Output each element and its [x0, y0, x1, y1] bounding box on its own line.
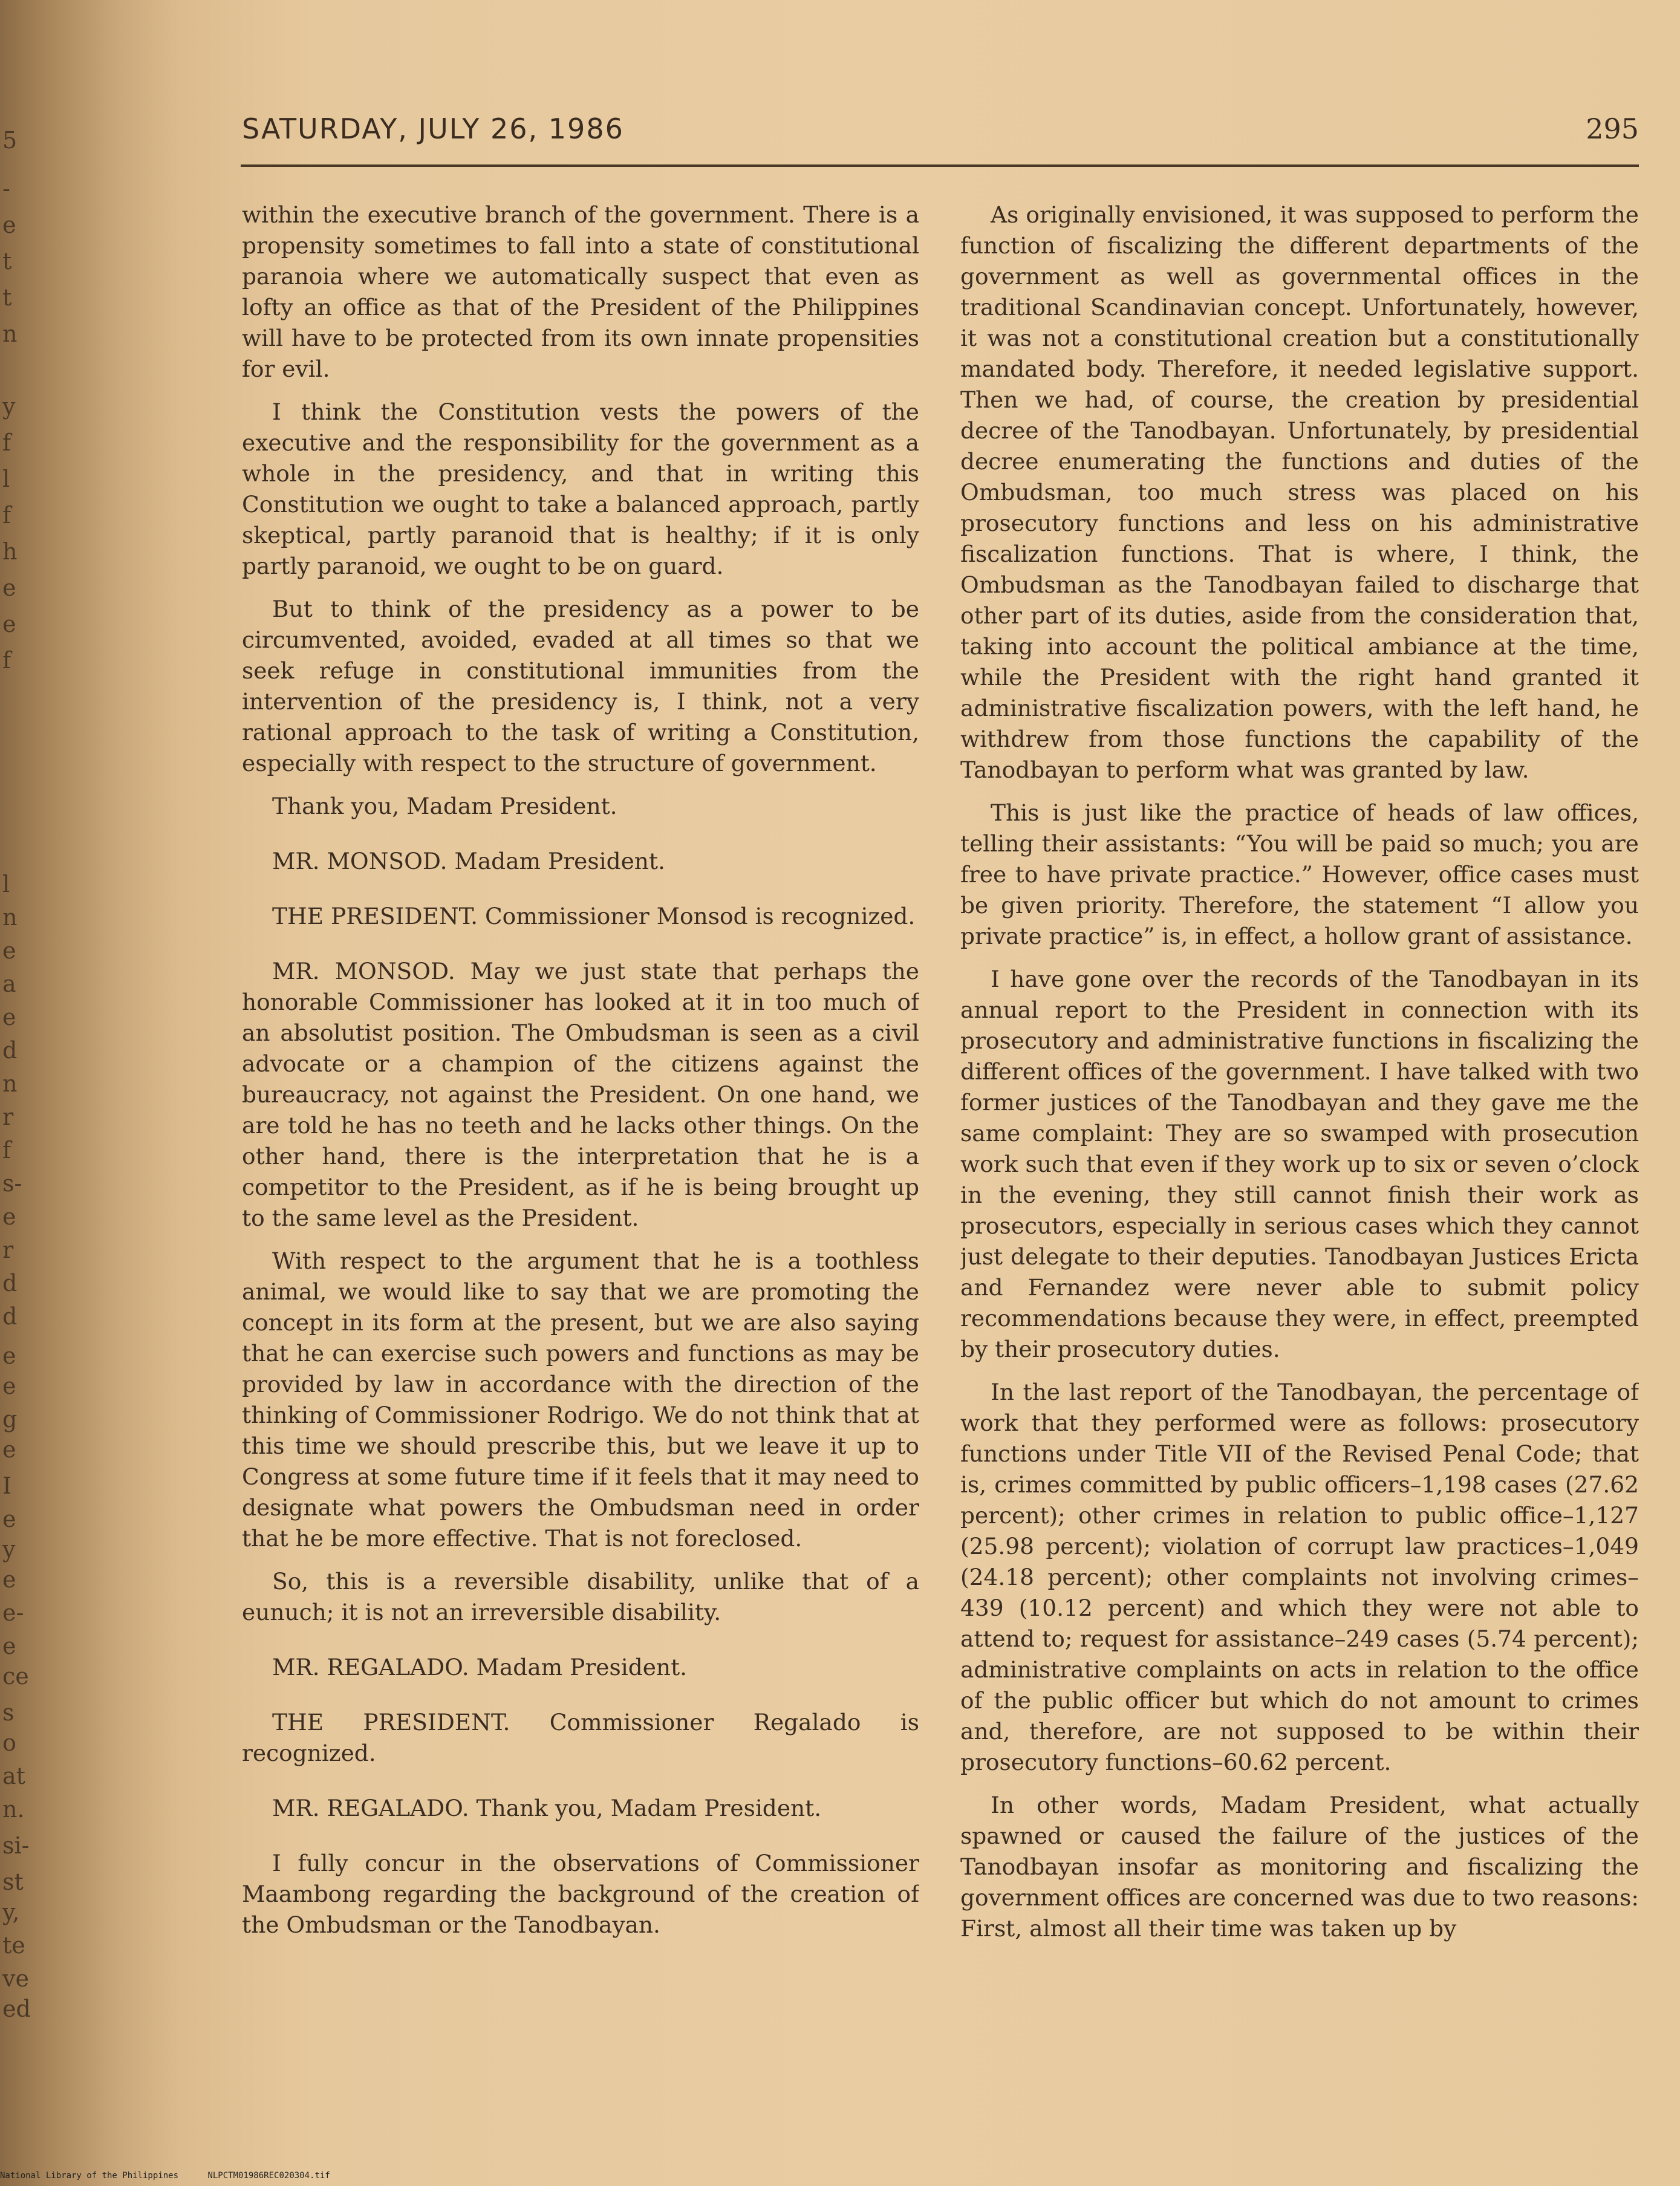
edge-fragment: s- [2, 1170, 22, 1197]
paragraph: within the executive branch of the government. There is a propensity sometimes to fall into a state of constitutional paranoia where we automatically suspect that even as lofty an office as that of the President of the Philippines will have to be protected from its own innate propensities for evil. [242, 201, 919, 382]
paragraph: As originally envisioned, it was supposed to perform the function of fiscalizing the different departments of the government as well as governmental offices in the traditional Scandinavian concept. Unfortunately, however, it was not a constitutional creation but a constitutionally mandated body. Therefore, it needed legislative support. Then we had, of course, the creation by presidential decree of the Tanodbayan. Unfortunately, by presidential decree enumerating the functions and duties of the Ombudsman, too much stress was placed on his prosecutory functions and less on his administrative fiscalization functions. That is where, I think, the Ombudsman as the Tanodbayan failed to discharge that other part of its duties, aside from the consideration that, taking into account the political ambiance at the time, while the President with the right hand granted it administrative fiscalization powers, with the left hand, he withdrew from those functions the capability of the Tanodbayan to perform what was granted by law. [960, 201, 1639, 783]
left-column [242, 200, 919, 2026]
edge-fragment: - [2, 175, 10, 202]
edge-fragment: e [2, 1506, 16, 1532]
paragraph: Thank you, Madam President. [272, 793, 617, 819]
paragraph: In the last report of the Tanodbayan, the percentage of work that they performed were as follows: prosecutory functions under Title VII of the Revised Penal Code; that is, crimes committed by public officers–1,198 cases (27.62 percent); other crimes in relation to public office–1,127 (25.98 percent); violation of corrupt law practices–1,049 (24.18 percent); other complaints not involving crimes–439 (10.12 percent) and which they were not able to attend to; request for assistance–249 cases (5.74 percent); administrative complaints on acts in relation to the office of the public officer but which do not amount to crimes and, therefore, are not supposed to be within their prosecutory functions–60.62 percent. [960, 1379, 1639, 1775]
paragraph: I have gone over the records of the Tanodbayan in its annual report to the President in connection with its prosecutory and administrative functions in fiscalizing the different offices of the government. I have talked with two former justices of the Tanodbayan and they gave me the same complaint: They are so swamped with prosecution work such that even if they work up to six or seven o’clock in the evening, they still cannot finish their work as prosecutors, especially in serious cases which they cannot just delegate to their deputies. Tanodbayan Justices Ericta and Fernandez were never able to submit policy recommendations because they were, in effect, preempted by their prosecutory duties. [960, 966, 1639, 1362]
page-header [242, 112, 1639, 155]
edge-fragment: t [2, 248, 12, 275]
edge-fragment: at [2, 1763, 25, 1789]
edge-fragment: n [2, 320, 18, 347]
edge-fragment: n [2, 1070, 18, 1097]
edge-fragment: e [2, 1373, 16, 1399]
edge-fragment: ve [2, 1965, 29, 1992]
right-column [960, 200, 1639, 2026]
edge-fragment: e [2, 1203, 16, 1230]
paragraph: This is just like the practice of heads of law offices, telling their assistants: “You will be paid so much; you are free to have private practice.” However, office cases must be given priority. Therefore, the statement “I allow you private practice” is, in effect, a hollow grant of assistance. [960, 799, 1639, 949]
previous-page-edge [0, 109, 31, 2044]
page-number: 295 [1586, 112, 1639, 145]
edge-fragment: t [2, 284, 12, 311]
edge-fragment: ce [2, 1663, 29, 1690]
speaker-line: THE PRESIDENT. Commissioner Regalado is recognized. [242, 1709, 919, 1766]
edge-fragment: st [2, 1869, 24, 1895]
edge-fragment: n. [2, 1796, 25, 1823]
paragraph: With respect to the argument that he is a toothless animal, we would like to say that we are promoting the concept in its form at the present, but we are also saying that he can exercise such powers and functions as may be provided by law in accordance with the direction of the thinking of Commissioner Rodrigo. We do not think that at this time we should prescribe this, but we leave it up to Congress at some future time if it feels that it may need to designate what powers the Ombudsman need in order that he be more effective. That is not foreclosed. [242, 1248, 919, 1552]
edge-fragment: s [2, 1699, 15, 1726]
edge-fragment: l [2, 466, 10, 492]
edge-fragment: a [2, 971, 16, 997]
edge-fragment: r [2, 1104, 14, 1130]
footer-file-id: NLPCTM01986REC020304.tif [207, 2171, 330, 2181]
edge-fragment: f [2, 1137, 11, 1163]
edge-fragment: e [2, 1633, 16, 1659]
edge-fragment: e [2, 1436, 16, 1463]
edge-fragment: h [2, 538, 18, 565]
edge-fragment: te [2, 1932, 25, 1959]
edge-fragment: l [2, 871, 10, 897]
edge-fragment: f [2, 647, 11, 674]
edge-fragment: I [2, 1472, 12, 1499]
edge-fragment: o [2, 1729, 16, 1756]
edge-fragment: e [2, 1342, 16, 1369]
edge-fragment: n [2, 904, 18, 931]
edge-fragment: d [2, 1037, 18, 1064]
edge-fragment: si- [2, 1832, 30, 1859]
paragraph: I fully concur in the observations of Commissioner Maambong regarding the background of the creation of the Ombudsman or the Tanodbayan. [242, 1850, 919, 1938]
paragraph: I think the Constitution vests the powers of the executive and the responsibility for the government as a whole in the presidency, and that in writing this Constitution we ought to take a balanced approach, partly skeptical, partly paranoid that is healthy; if it is only partly paranoid, we ought to be on guard. [242, 398, 919, 579]
footer-library: National Library of the Philippines [0, 2171, 179, 2181]
edge-fragment: y, [2, 1899, 20, 1925]
edge-fragment: d [2, 1303, 18, 1330]
edge-fragment: f [2, 429, 11, 456]
edge-fragment: g [2, 1406, 18, 1433]
edge-fragment: e [2, 1566, 16, 1593]
edge-fragment: r [2, 1237, 14, 1263]
edge-fragment: e [2, 1004, 16, 1030]
paragraph: In other words, Madam President, what actually spawned or caused the failure of the justices of the Tanodbayan insofar as monitoring and fiscalizing the government offices are concerned was due to two reasons: First, almost all their time was taken up by [960, 1792, 1639, 1942]
speaker-line: THE PRESIDENT. Commissioner Monsod is recognized. [272, 903, 916, 929]
edge-fragment: f [2, 502, 11, 529]
header-date: SATURDAY, JULY 26, 1986 [242, 112, 624, 145]
edge-fragment: e [2, 212, 16, 238]
edge-fragment: y [2, 393, 16, 420]
paragraph: So, this is a reversible disability, unlike that of a eunuch; it is not an irreversible disability. [242, 1568, 919, 1625]
edge-fragment: e- [2, 1599, 24, 1626]
scan-footer [0, 2171, 605, 2184]
edge-fragment: ed [2, 1996, 31, 2022]
edge-fragment: e [2, 937, 16, 964]
edge-fragment: d [2, 1270, 18, 1296]
edge-fragment: 5 [2, 127, 18, 154]
header-rule [241, 164, 1639, 167]
edge-fragment: e [2, 611, 16, 637]
speaker-line: MR. REGALADO. Thank you, Madam President. [272, 1795, 822, 1821]
speaker-line: MR. REGALADO. Madam President. [272, 1654, 688, 1680]
edge-fragment: y [2, 1536, 16, 1563]
speaker-line: MR. MONSOD. Madam President. [272, 848, 665, 874]
edge-fragment: e [2, 574, 16, 601]
paragraph: MR. MONSOD. May we just state that perhaps the honorable Commissioner has looked at it in too much of an absolutist position. The Ombudsman is seen as a civil advocate or a champion of the citizens against the bureaucracy, not against the President. On one hand, we are told he has no teeth and he lacks other things. On the other hand, there is the interpretation that he is a competitor to the President, as if he is being brought up to the same level as the President. [242, 958, 919, 1231]
paragraph: But to think of the presidency as a power to be circumvented, avoided, evaded at all times so that we seek refuge in constitutional immunities from the intervention of the presidency is, I think, not a very rational approach to the task of writing a Constitution, especially with respect to the structure of government. [242, 596, 919, 776]
